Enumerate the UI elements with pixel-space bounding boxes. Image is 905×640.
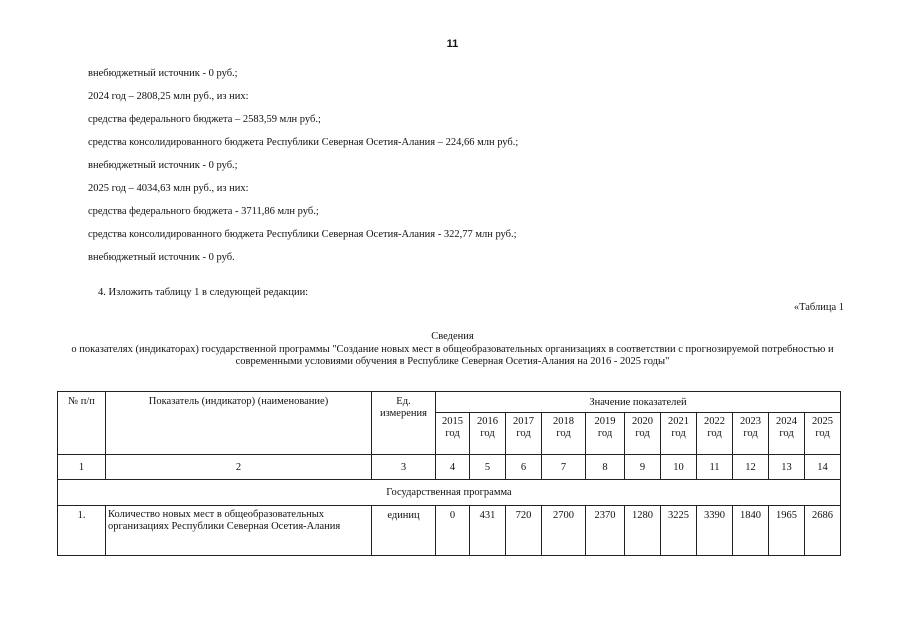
row-value: 1840 <box>733 506 769 556</box>
column-number: 2 <box>106 455 372 480</box>
header-indicator: Показатель (индикатор) (наименование) <box>106 392 372 455</box>
year-cell: 2020 год <box>625 413 661 455</box>
column-number: 7 <box>542 455 586 480</box>
row-num: 1. <box>58 506 106 556</box>
row-value: 1280 <box>625 506 661 556</box>
year-cell: 2016 год <box>470 413 506 455</box>
indicators-table <box>57 391 841 556</box>
column-number: 9 <box>625 455 661 480</box>
year-cell: 2021 год <box>661 413 697 455</box>
header-num: № п/п <box>58 392 106 455</box>
column-number: 8 <box>586 455 625 480</box>
table-label: «Таблица 1 <box>793 302 844 313</box>
column-number: 12 <box>733 455 769 480</box>
funding-line: внебюджетный источник - 0 руб. <box>88 252 235 263</box>
funding-line: средства консолидированного бюджета Республики Северная Осетия-Алания – 224,66 млн руб.; <box>88 137 519 148</box>
funding-line: внебюджетный источник - 0 руб.; <box>88 68 238 79</box>
header-unit: Ед. измерения <box>372 392 436 455</box>
funding-line: 2024 год – 2808,25 млн руб., из них: <box>88 91 249 102</box>
section-title: Государственная программа <box>58 480 841 506</box>
column-number: 4 <box>436 455 470 480</box>
year-cell: 2022 год <box>697 413 733 455</box>
page-number: 11 <box>446 38 459 50</box>
row-value: 1965 <box>769 506 805 556</box>
header-values: Значение показателей <box>436 392 841 413</box>
caption-title: Сведения <box>431 331 474 342</box>
year-cell: 2018 год <box>542 413 586 455</box>
row-indicator: Количество новых мест в общеобразовательных организациях Республики Северная Осетия-Алания <box>106 506 372 556</box>
table-row <box>58 506 841 556</box>
funding-line: средства федерального бюджета - 3711,86 млн руб.; <box>88 206 319 217</box>
row-value: 3225 <box>661 506 697 556</box>
funding-line: внебюджетный источник - 0 руб.; <box>88 160 238 171</box>
row-unit: единиц <box>372 506 436 556</box>
column-numbers-row <box>58 455 841 480</box>
year-cell: 2025 год <box>805 413 841 455</box>
funding-line: 2025 год – 4034,63 млн руб., из них: <box>88 183 249 194</box>
column-number: 13 <box>769 455 805 480</box>
column-number: 6 <box>506 455 542 480</box>
column-number: 1 <box>58 455 106 480</box>
instruction-text: 4. Изложить таблицу 1 в следующей редакции: <box>98 287 309 298</box>
row-value: 2700 <box>542 506 586 556</box>
row-value: 2370 <box>586 506 625 556</box>
funding-line: средства федерального бюджета – 2583,59 млн руб.; <box>88 114 321 125</box>
column-number: 11 <box>697 455 733 480</box>
funding-lines <box>88 67 868 274</box>
year-cell: 2024 год <box>769 413 805 455</box>
column-number: 10 <box>661 455 697 480</box>
row-value: 431 <box>470 506 506 556</box>
caption-subtitle: о показателях (индикаторах) государственной программы "Создание новых мест в общеобразовательных организациях в соответствии с прогнозируемой потребностью и современными условиями обучения в Республике Северная Осетия-Алания на 2016 - 2025 годы" <box>71 343 834 367</box>
year-cell: 2023 год <box>733 413 769 455</box>
column-number: 3 <box>372 455 436 480</box>
column-number: 5 <box>470 455 506 480</box>
column-number: 14 <box>805 455 841 480</box>
funding-line: средства консолидированного бюджета Республики Северная Осетия-Алания - 322,77 млн руб.; <box>88 229 517 240</box>
table-caption <box>40 331 865 369</box>
year-cell: 2015 год <box>436 413 470 455</box>
row-value: 720 <box>506 506 542 556</box>
year-cell: 2017 год <box>506 413 542 455</box>
year-cell: 2019 год <box>586 413 625 455</box>
row-value: 3390 <box>697 506 733 556</box>
row-value: 2686 <box>805 506 841 556</box>
row-value: 0 <box>436 506 470 556</box>
